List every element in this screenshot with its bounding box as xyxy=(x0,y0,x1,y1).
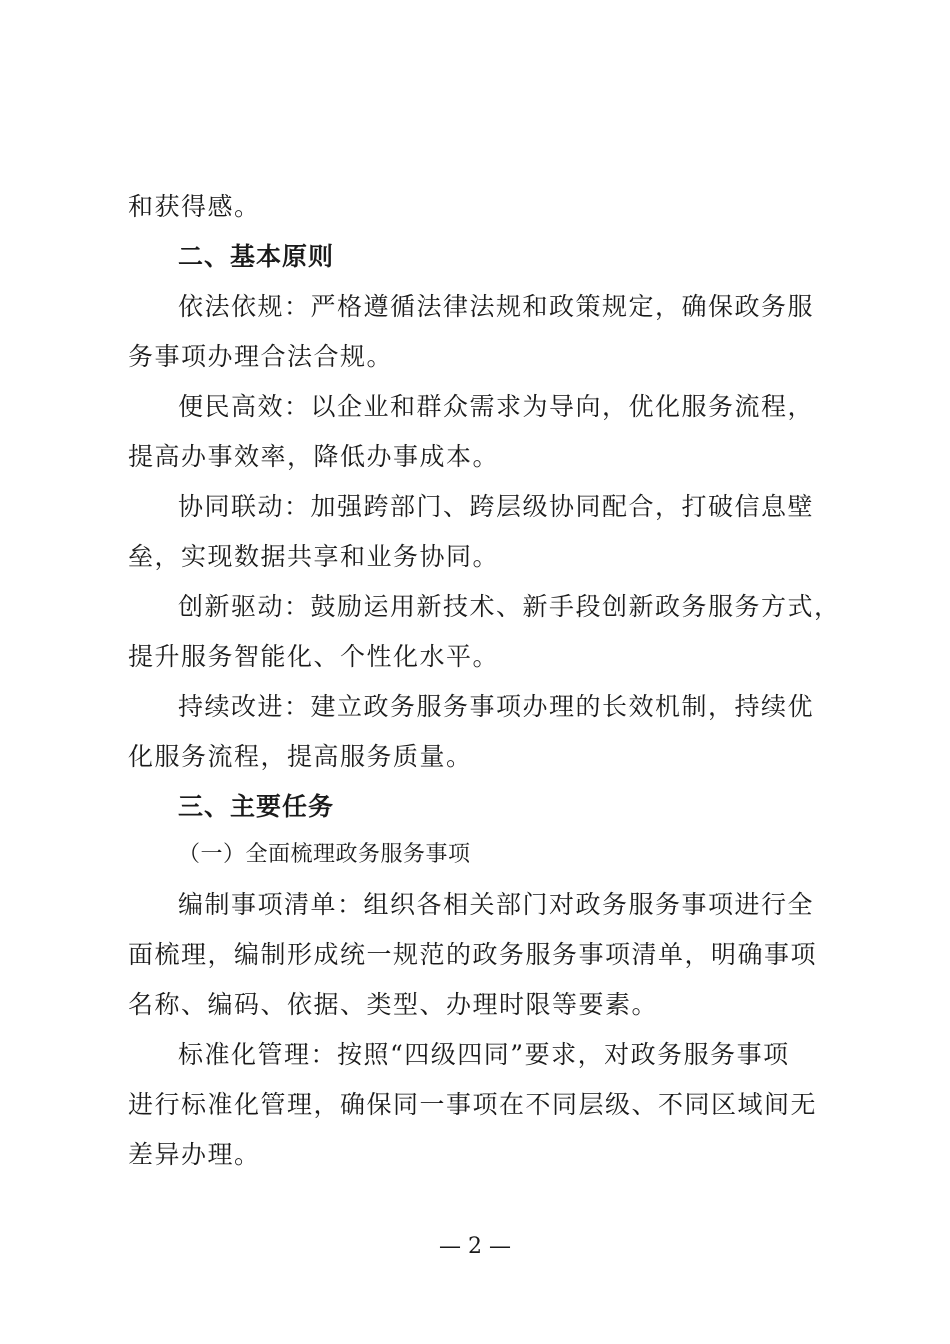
section-heading-basic-principles: 二、基本原则 xyxy=(178,242,335,271)
body-line: 化服务流程，提高服务质量。 xyxy=(128,742,473,771)
body-line: 持续改进：建立政务服务事项办理的长效机制，持续优 xyxy=(178,692,815,721)
section-heading-main-tasks: 三、主要任务 xyxy=(178,792,335,821)
body-line: 差异办理。 xyxy=(128,1140,261,1169)
subsection-heading: （一）全面梳理政务服务事项 xyxy=(178,842,471,867)
body-line: 垒，实现数据共享和业务协同。 xyxy=(128,542,500,571)
body-line: 和获得感。 xyxy=(128,192,261,221)
body-line: 协同联动：加强跨部门、跨层级协同配合，打破信息壁 xyxy=(178,492,815,521)
body-line: 创新驱动：鼓励运用新技术、新手段创新政务服务方式， xyxy=(178,592,841,621)
page-number: — 2 — xyxy=(439,1234,511,1259)
body-line: 提高办事效率，降低办事成本。 xyxy=(128,442,500,471)
body-line: 进行标准化管理，确保同一事项在不同层级、不同区域间无 xyxy=(128,1090,818,1119)
body-line: 提升服务智能化、个性化水平。 xyxy=(128,642,500,671)
body-line: 标准化管理：按照“四级四同”要求，对政务服务事项 xyxy=(178,1040,790,1069)
body-line: 依法依规：严格遵循法律法规和政策规定，确保政务服 xyxy=(178,292,815,321)
body-line: 务事项办理合法合规。 xyxy=(128,342,394,371)
body-line: 名称、编码、依据、类型、办理时限等要素。 xyxy=(128,990,659,1019)
body-line: 面梳理，编制形成统一规范的政务服务事项清单，明确事项 xyxy=(128,940,818,969)
body-line: 便民高效：以企业和群众需求为导向，优化服务流程， xyxy=(178,392,815,421)
body-line: 编制事项清单：组织各相关部门对政务服务事项进行全 xyxy=(178,890,815,919)
